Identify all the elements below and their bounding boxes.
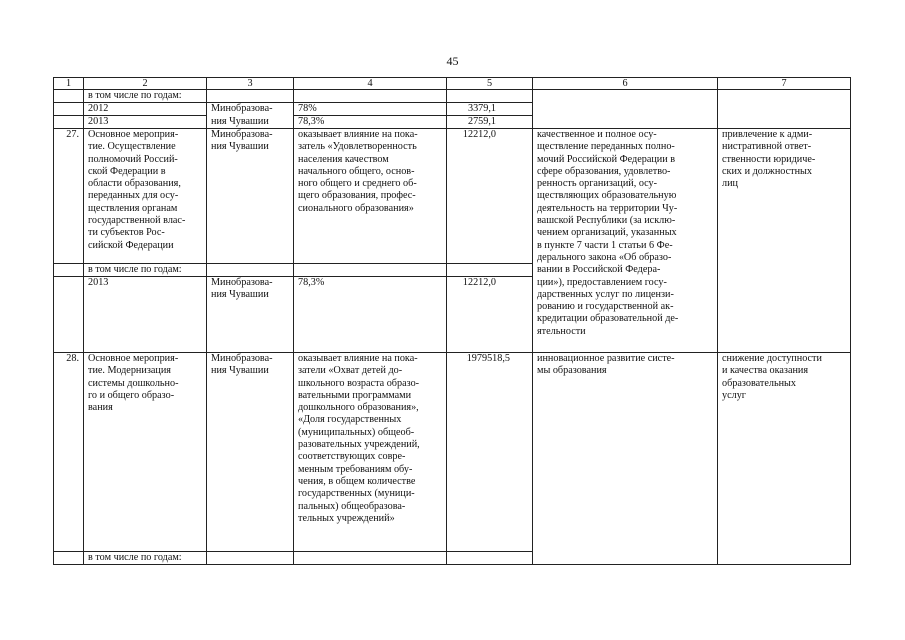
page-number: 45 <box>446 54 459 68</box>
activity-name: Основное мероприя- тие. Модернизация системы дошкольно- го и общего образо- вания <box>84 353 207 552</box>
years-label: в том числе по годам: <box>84 264 207 277</box>
indicator-cell: 78,3% <box>294 116 447 129</box>
col-6-header: 6 <box>533 78 718 90</box>
years-label: в том числе по годам: <box>84 552 207 565</box>
col-4-header: 4 <box>294 78 447 90</box>
amount-cell: 12212,0 <box>447 129 533 264</box>
year-cell: 2013 <box>84 277 207 353</box>
years-label: в том числе по годам: <box>84 90 207 103</box>
year-cell: 2013 <box>84 116 207 129</box>
table-row <box>54 129 851 264</box>
col-1-header: 1 <box>54 78 84 90</box>
table-row <box>54 90 851 103</box>
row-number: 28. <box>54 353 84 552</box>
col-7-header: 7 <box>718 78 851 90</box>
activity-name: Основное мероприя- тие. Осуществление полномочий Россий- ской Федерации в области образования, переданных для осу- ществления органам государственной влас- ти субъектов Рос- сийской Федерации <box>84 129 207 264</box>
expected-result: инновационное развитие систе- мы образования <box>533 353 718 565</box>
indicator-cell: 78,3% <box>294 277 447 353</box>
amount-cell: 12212,0 <box>447 277 533 353</box>
amount-cell: 1979518,5 <box>447 353 533 552</box>
ministry-cell: Минобразова- ния Чувашии <box>207 353 294 552</box>
col-5-header: 5 <box>447 78 533 90</box>
col-2-header: 2 <box>84 78 207 90</box>
indicator-cell: 78% <box>294 103 447 116</box>
header-row <box>54 78 851 90</box>
ministry-cell: Минобразова- ния Чувашии <box>207 129 294 264</box>
expected-result: качественное и полное осу- ществление переданных полно- мочий Российской Федерации в сфере образования, удовлетво- ренность организаций, осу- ществляющих образовательную деятельность на территории Чу- вашской Республики (за исклю- чением организаций, указанных в пункте 7 части 1 статьи 6 Фе- дерального закона «Об образо- вании в Российской Федера- ции»), предоставлением госу- дарственных услуг по лицензи- рованию и государственной ак- кредитации образовательной де- ятельности <box>533 129 718 353</box>
ministry-cell: Минобразова- <box>207 103 294 116</box>
ministry-cell: Минобразова- ния Чувашии <box>207 277 294 353</box>
amount-cell: 2759,1 <box>447 116 533 129</box>
program-table <box>53 77 851 565</box>
row-number: 27. <box>54 129 84 264</box>
amount-cell: 3379,1 <box>447 103 533 116</box>
year-cell: 2012 <box>84 103 207 116</box>
risk-cell: привлечение к адми- нистративной ответ- ственности юридиче- ских и должностных лиц <box>718 129 851 353</box>
risk-cell: снижение доступности и качества оказания образовательных услуг <box>718 353 851 565</box>
indicator-cell: оказывает влияние на пока- затель «Удовлетворенность населения качеством начального общего, основ- ного общего и среднего об- щего образования, профес- сионального образования» <box>294 129 447 264</box>
indicator-cell: оказывает влияние на пока- затели «Охват детей до- школьного возраста образо- вательными программами дошкольного образования», «Доля государственных (муниципальных) общеоб- разовательных учреждений, соответствующих совре- менным требованиям обу- чения, в общем количестве государственных (муници- пальных) общеобразова- тельных учреждений» <box>294 353 447 552</box>
table-row <box>54 353 851 552</box>
col-3-header: 3 <box>207 78 294 90</box>
ministry-cell: ния Чувашии <box>207 116 294 129</box>
